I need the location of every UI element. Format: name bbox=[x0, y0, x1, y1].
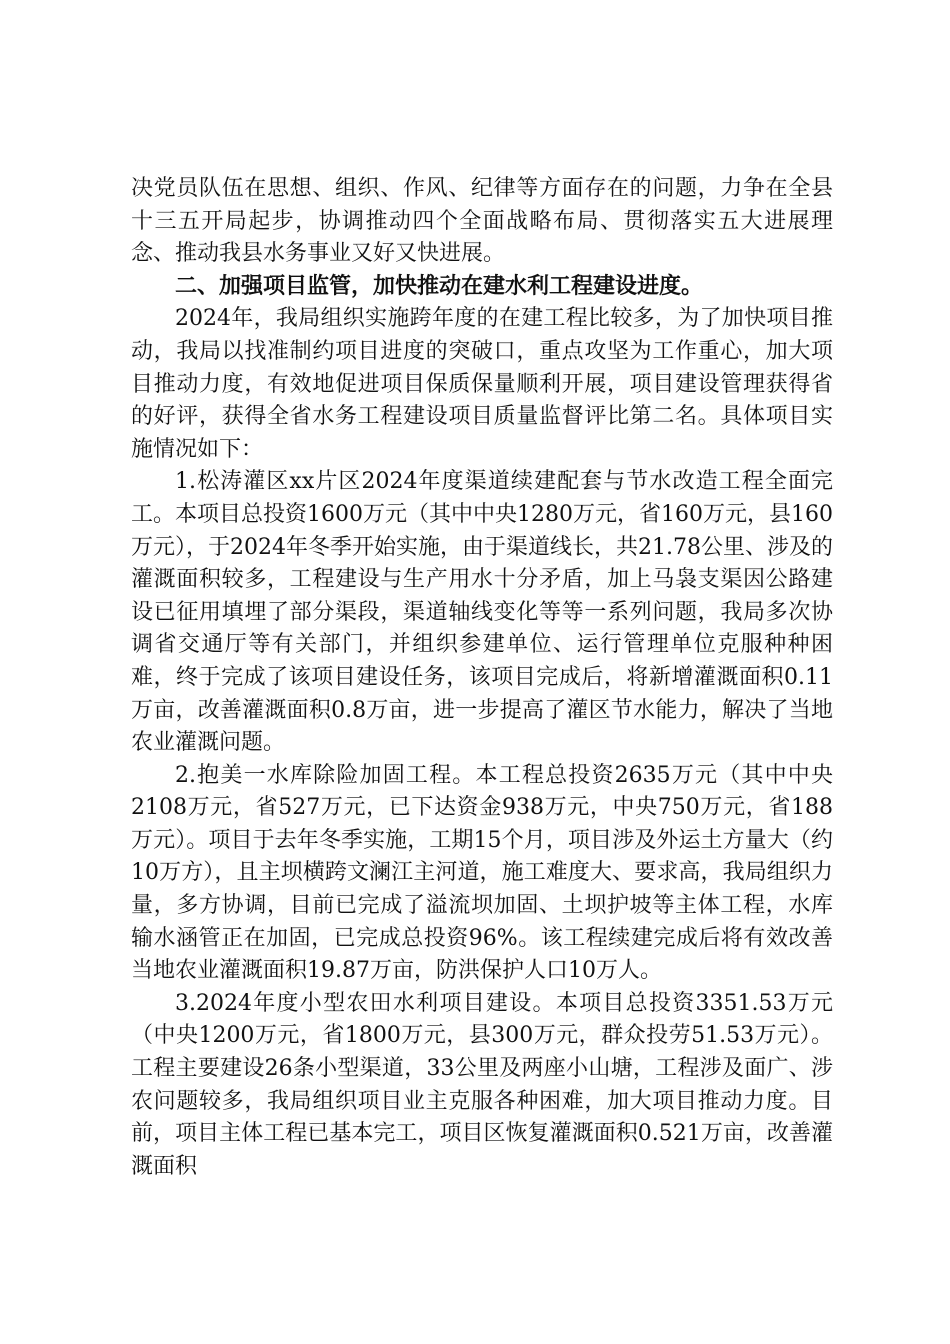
paragraph-item-1: 1.松涛灌区xx片区2024年度渠道续建配套与节水改造工程全面完工。本项目总投资1600万元（其中中央1280万元，省160万元，县160万元），于2024年冬季开始实施，由于渠道线长，共21.78公里、涉及的灌溉面积较多，工程建设与生产用水十分矛盾，加上马袅支渠因公路建设已征用填埋了部分渠段，渠道轴线变化等等一系列问题，我局多次协调省交通厅等有关部门，并组织参建单位、运行管理单位克服种种困难，终于完成了该项目建设任务，该项目完成后，将新增灌溉面积0.11万亩，改善灌溉面积0.8万亩，进一步提高了灌区节水能力，解决了当地农业灌溉问题。 bbox=[131, 469, 833, 756]
document-body bbox=[131, 173, 833, 1183]
section-heading: 二、加强项目监管，加快推动在建水利工程建设进度。 bbox=[175, 273, 704, 299]
paragraph-continued: 决党员队伍在思想、组织、作风、纪律等方面存在的问题，力争在全县十三五开局起步，协调推动四个全面战略布局、贯彻落实五大进展理念、推动我县水务事业又好又快进展。 bbox=[131, 176, 833, 267]
paragraph-item-2: 2.抱美一水库除险加固工程。本工程总投资2635万元（其中中央2108万元，省527万元，已下达资金938万元，中央750万元，省188万元）。项目于去年冬季实施，工期15个月，项目涉及外运土方量大（约10万方），且主坝横跨文澜江主河道，施工难度大、要求高，我局组织力量，多方协调，目前已完成了溢流坝加固、土坝护坡等主体工程，水库输水涵管正在加固，已完成总投资96%。该工程续建完成后将有效改善当地农业灌溉面积19.87万亩，防洪保护人口10万人。 bbox=[131, 762, 833, 984]
paragraph-intro: 2024年，我局组织实施跨年度的在建工程比较多，为了加快项目推动，我局以找准制约项目进度的突破口，重点攻坚为工作重心，加大项目推动力度，有效地促进项目保质保量顺利开展，项目建设管理获得省的好评，获得全省水务工程建设项目质量监督评比第二名。具体项目实施情况如下： bbox=[131, 306, 833, 462]
paragraph-item-3: 3.2024年度小型农田水利项目建设。本项目总投资3351.53万元（中央1200万元，省1800万元，县300万元，群众投劳51.53万元）。工程主要建设26条小型渠道，33公里及两座小山塘，工程涉及面广、涉农问题较多，我局组织项目业主克服各种困难，加大项目推动力度。目前，项目主体工程已基本完工，项目区恢复灌溉面积0.521万亩，改善灌溉面积 bbox=[131, 990, 833, 1179]
